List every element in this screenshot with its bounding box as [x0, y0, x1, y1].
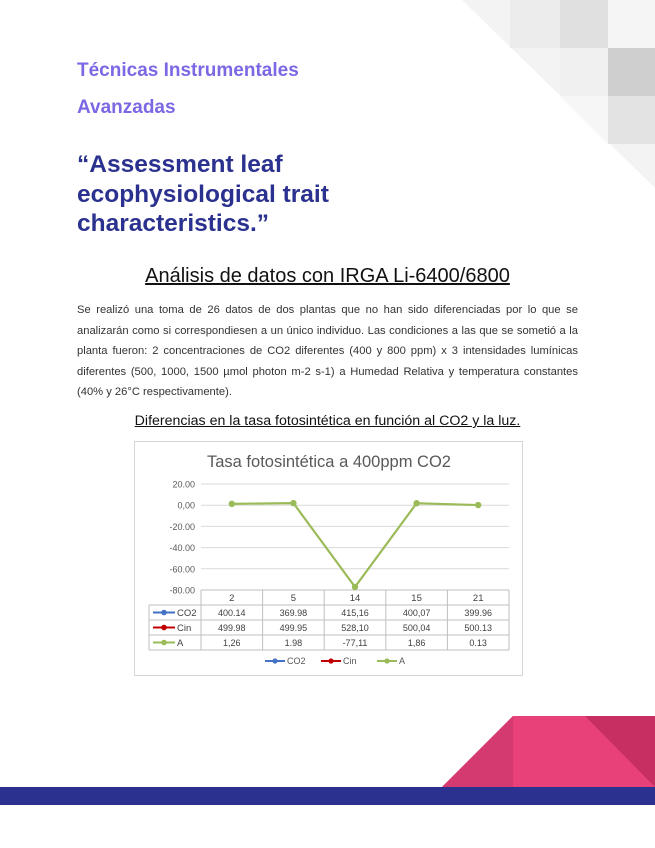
table-cell-value: 500.13	[464, 623, 492, 633]
table-series-name: A	[177, 638, 184, 649]
series-point-a	[290, 500, 296, 506]
course-title-line-2: Avanzadas	[77, 97, 176, 118]
table-legend-key-marker	[161, 625, 167, 631]
table-cell-value: 415,16	[341, 608, 369, 618]
course-title-line-1: Técnicas Instrumentales	[77, 60, 299, 81]
series-point-a	[413, 500, 419, 506]
table-cell-value: 1.98	[284, 638, 303, 648]
x-category-label: 14	[349, 593, 361, 604]
table-cell-value: 369.98	[279, 608, 308, 618]
x-category-label: 15	[411, 593, 422, 604]
y-tick-label: -60.00	[169, 564, 195, 575]
series-point-a	[352, 584, 358, 590]
legend-label: A	[399, 656, 406, 667]
table-legend-key-marker	[161, 610, 167, 616]
x-category-label: 2	[229, 593, 235, 604]
x-category-label: 21	[472, 593, 484, 604]
legend-key-marker	[384, 658, 389, 663]
document-title: “Assessment leaf ecophysiological trait characteristics.”	[77, 151, 329, 237]
series-point-a	[475, 502, 481, 508]
table-cell-value: 499.95	[279, 623, 308, 633]
body-paragraph: Se realizó una toma de 26 datos de dos plantas que no han sido diferenciadas por lo que se analizarán como si correspondiesen a un único individuo. Las condiciones a las que se sometió a la planta fueron: 2 concentraciones de CO2 diferentes (400 y 800 ppm) x 3 intensidades lumínicas diferentes (500, 1000, 1500 µmol photon m-2 s-1) a Humedad Relativa y temperatura constantes (40% y 26°C respectivamente).	[77, 304, 578, 399]
legend-key-marker	[328, 658, 333, 663]
legend-label: CO2	[287, 656, 306, 667]
figure-heading: Diferencias en la tasa fotosintética en función al CO2 y la luz.	[134, 413, 521, 429]
footer-bar	[0, 787, 655, 805]
table-cell-value: 500,04	[402, 623, 431, 633]
table-series-name: Cin	[177, 623, 192, 634]
y-tick-label: 20.00	[172, 479, 195, 490]
table-cell-value: 399.96	[464, 608, 492, 618]
table-cell-value: 400,07	[402, 608, 431, 618]
table-cell-value: 400.14	[218, 608, 246, 618]
legend-key-marker	[272, 658, 277, 663]
series-line-a	[232, 503, 478, 587]
y-tick-label: -80.00	[169, 585, 195, 596]
y-tick-label: -40.00	[169, 543, 195, 554]
chart-container	[134, 441, 523, 676]
legend-label: Cin	[343, 656, 357, 667]
y-tick-label: 0,00	[177, 500, 195, 511]
table-cell-value: 1,26	[223, 638, 241, 648]
series-point-a	[229, 501, 235, 507]
table-cell-value: 528,10	[341, 623, 369, 633]
x-category-label: 5	[290, 593, 297, 604]
section-heading: Análisis de datos con IRGA Li-6400/6800	[145, 265, 510, 287]
table-series-name: CO2	[177, 608, 197, 619]
table-cell-value: 499.98	[218, 623, 246, 633]
chart-title: Tasa fotosintética a 400ppm CO2	[207, 453, 451, 471]
table-cell-value: -77,11	[342, 638, 368, 648]
y-tick-label: -20.00	[169, 521, 195, 532]
table-cell-value: 0.13	[469, 638, 487, 648]
chart-svg	[135, 442, 522, 675]
table-legend-key-marker	[161, 640, 167, 646]
table-cell-value: 1,86	[407, 638, 426, 648]
